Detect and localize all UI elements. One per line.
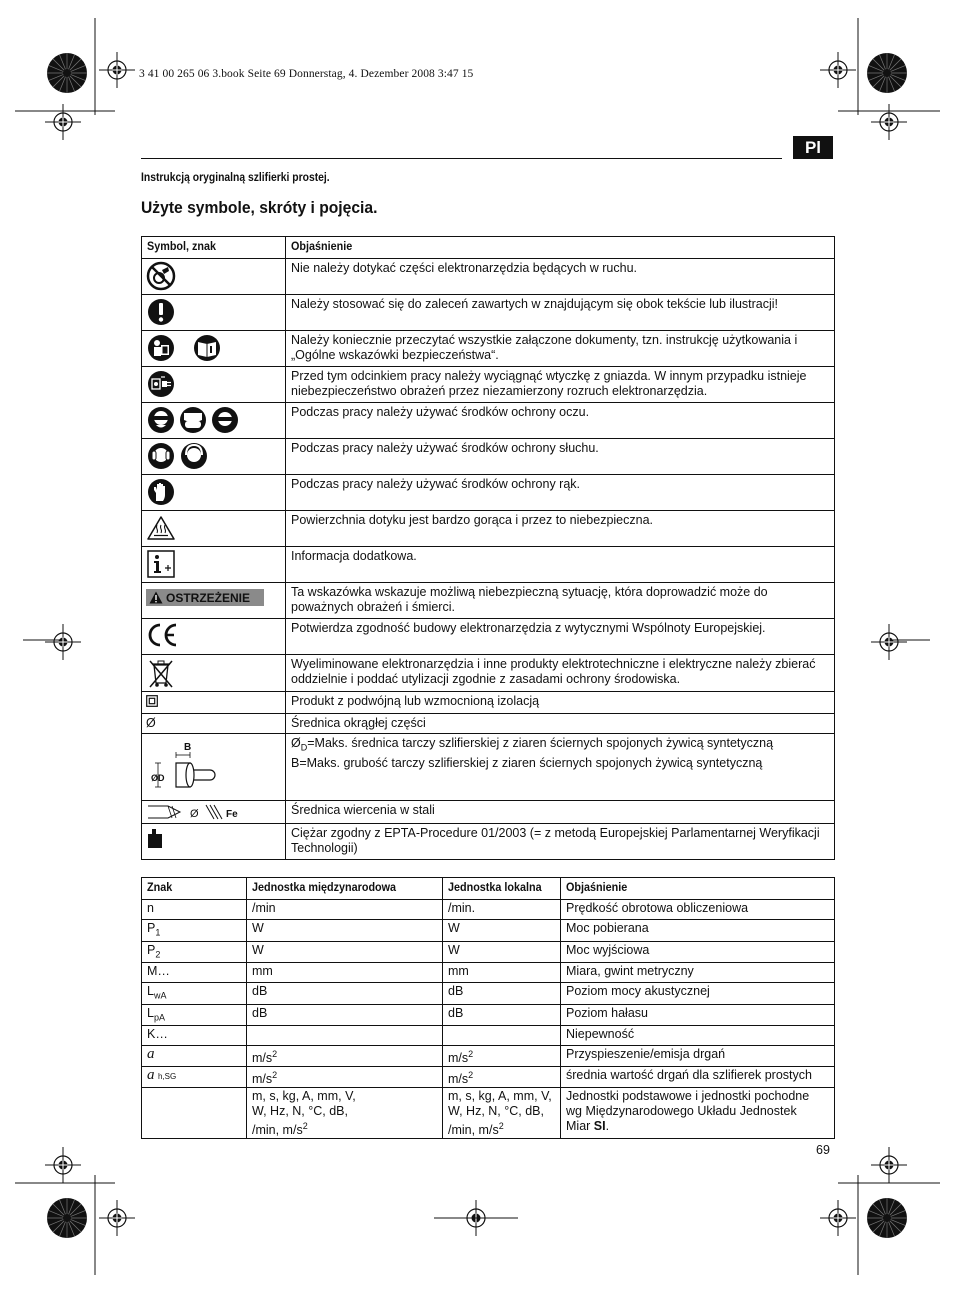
header-symbol: Symbol, znak [142, 237, 286, 259]
symbol-cell [142, 367, 286, 403]
explanation-cell: Ciężar zgodny z EPTA-Procedure 01/2003 (= z metodą Europejskiej Parlamentarnej Weryfikacji Technologii) [286, 824, 835, 860]
diagram-label-b: B [184, 742, 192, 753]
symbols-table-header [142, 237, 835, 259]
local-unit-cell: dB [443, 983, 561, 1005]
header-intl-unit: Jednostka międzynarodowa [247, 878, 443, 900]
units-table-header [142, 878, 835, 900]
description-cell: Niepewność [561, 1026, 835, 1046]
table-row [142, 1046, 835, 1067]
local-unit-cell: $m/s^2$ [443, 1067, 561, 1088]
symbol-cell [142, 714, 286, 734]
table-row [142, 1026, 835, 1046]
symbol-cell [142, 511, 286, 547]
table-row [142, 900, 835, 920]
no-touch-moving-parts-icon [146, 261, 176, 291]
description-cell: Moc pobierana [561, 920, 835, 942]
local-unit-cell: W [443, 941, 561, 963]
table-row [142, 1088, 835, 1139]
table-row [142, 259, 835, 295]
exclamation-icon [146, 297, 176, 327]
table-row [142, 295, 835, 331]
intl-unit-cell: mm [247, 963, 443, 983]
description-cell: Poziom hałasu [561, 1004, 835, 1026]
table-row [142, 475, 835, 511]
symbol-cell [142, 259, 286, 295]
table-row [142, 511, 835, 547]
table-row [142, 331, 835, 367]
symbol-cell [142, 801, 286, 824]
explanation-cell: Wyeliminowane elektronarzędzia i inne produkty elektrotechniczne i elektryczne należy zbierać oddzielnie i poddać utylizacji zgodnie z zasadami ochrony środowiska. [286, 655, 835, 692]
diagram-label-diameter: ØD [151, 773, 165, 783]
table-row [142, 403, 835, 439]
read-manual-icon [146, 333, 222, 363]
explanation-cell: Podczas pracy należy używać środków ochrony oczu. [286, 403, 835, 439]
sign-cell: a h,SG [142, 1067, 247, 1088]
grinding-wheel-line1: $Ø_D=Maks$. średnica tarczy szlifierskiej z ziaren ściernych spojonych żywicą syntetyczną [291, 736, 774, 753]
sign-cell: $L_{pA}$ [142, 1004, 247, 1026]
header-explanation: Objaśnienie [286, 237, 835, 259]
table-row [142, 920, 835, 942]
explanation-cell: Średnica okrągłej części [286, 714, 835, 734]
explanation-cell: Informacja dodatkowa. [286, 547, 835, 583]
info-icon [146, 549, 176, 579]
intl-unit-cell: W [247, 941, 443, 963]
units-table [141, 877, 835, 1139]
table-row [142, 547, 835, 583]
symbol-cell [142, 619, 286, 655]
book-header-info: 3 41 00 265 06 3.book Seite 69 Donnerstag, 4. Dezember 2008 3:47 15 [139, 68, 474, 80]
description-cell: Poziom mocy akustycznej [561, 983, 835, 1005]
intl-unit-cell: $m/s^2$ [247, 1067, 443, 1088]
explanation-cell: Powierzchnia dotyku jest bardzo gorąca i przez to niebezpieczna. [286, 511, 835, 547]
explanation-cell: Należy stosować się do zaleceń zawartych w znajdującym się obok tekście lub ilustracji! [286, 295, 835, 331]
description-cell: Moc wyjściowa [561, 941, 835, 963]
local-unit-cell: mm [443, 963, 561, 983]
symbol-cell [142, 439, 286, 475]
local-unit-cell: m, s, kg, A, mm, V, W, Hz, N, °C, dB, /min, $m/s^2$ [443, 1088, 561, 1139]
local-unit-cell: dB [443, 1004, 561, 1026]
explanation-cell: Średnica wiercenia w stali [286, 801, 835, 824]
eye-protection-icon [146, 405, 241, 435]
drill-steel-icon [146, 803, 246, 821]
explanation-cell: Podczas pracy należy używać środków ochrony rąk. [286, 475, 835, 511]
symbol-cell [142, 547, 286, 583]
header-description: Objaśnienie [561, 878, 835, 900]
symbol-cell [142, 692, 286, 714]
description-cell: Prędkość obrotowa obliczeniowa [561, 900, 835, 920]
warning-triangle-icon [149, 591, 163, 604]
table-row [142, 367, 835, 403]
intl-unit-cell: dB [247, 1004, 443, 1026]
header-local-unit: Jednostka lokalna [443, 878, 561, 900]
table-row [142, 941, 835, 963]
local-unit-cell: /min. [443, 900, 561, 920]
description-cell: średnia wartość drgań dla szlifierek prostych [561, 1067, 835, 1088]
doc-subtitle: Instrukcją oryginalną szlifierki prostej. [141, 172, 330, 184]
warning-banner-label: OSTRZEŻENIE [166, 590, 251, 605]
sign-cell: $P_2$ [142, 941, 247, 963]
symbol-cell [142, 295, 286, 331]
ce-mark-icon [146, 621, 180, 649]
intl-unit-cell: $m/s^2$ [247, 1046, 443, 1067]
intl-unit-cell: /min [247, 900, 443, 920]
header-rule [141, 158, 782, 159]
explanation-cell: Przed tym odcinkiem pracy należy wyciągnąć wtyczkę z gniazda. W innym przypadku istnieje niebezpieczeństwo obrażeń przez niezamierzony rozruch elektronarzędzia. [286, 367, 835, 403]
table-row [142, 801, 835, 824]
description-cell: Jednostki podstawowe i jednostki pochodne wg Międzynarodowego Układu Jednostek Miar SI. [561, 1088, 835, 1139]
warning-banner [146, 589, 264, 606]
sign-cell: $P_1$ [142, 920, 247, 942]
description-cell: Przyspieszenie/emisja drgań [561, 1046, 835, 1067]
symbols-table [141, 236, 835, 860]
intl-unit-cell [247, 1026, 443, 1046]
table-row [142, 1067, 835, 1088]
local-unit-cell: $m/s^2$ [443, 1046, 561, 1067]
drill-material-label: Fe [226, 809, 238, 820]
grinding-wheel-diagram-icon [146, 736, 230, 796]
explanation-cell: Produkt z podwójną lub wzmocnioną izolacją [286, 692, 835, 714]
symbol-cell [142, 655, 286, 692]
table-row [142, 983, 835, 1005]
intl-unit-cell: W [247, 920, 443, 942]
double-insulation-icon [146, 695, 158, 707]
sign-cell: K… [142, 1026, 247, 1046]
grinding-wheel-line2: B=Maks. grubość tarczy szlifierskiej z ziaren ściernych spojonych żywicą syntetyczną [291, 755, 763, 770]
table-row [142, 824, 835, 860]
sign-cell: n [142, 900, 247, 920]
intl-unit-cell: m, s, kg, A, mm, V, W, Hz, N, °C, dB, /min, $m/s^2$ [247, 1088, 443, 1139]
table-row [142, 734, 835, 801]
language-badge: Pl [793, 136, 833, 159]
diameter-icon: Ø [146, 716, 156, 730]
symbol-cell [142, 403, 286, 439]
symbol-cell [142, 734, 286, 801]
explanation-cell: Potwierdza zgodność budowy elektronarzędzia z wytycznymi Wspólnoty Europejskiej. [286, 619, 835, 655]
ear-protection-icon [146, 441, 210, 471]
sign-cell: $L_{wA}$ [142, 983, 247, 1005]
crossed-bin-icon [146, 657, 176, 689]
symbol-cell [142, 331, 286, 367]
table-row [142, 619, 835, 655]
weight-icon [146, 826, 164, 852]
unplug-icon [146, 369, 176, 399]
table-row [142, 439, 835, 475]
header-sign: Znak [142, 878, 247, 900]
sign-cell: M… [142, 963, 247, 983]
table-row [142, 692, 835, 714]
explanation-cell: Należy koniecznie przeczytać wszystkie załączone dokumenty, tzn. instrukcję użytkowania i „Ogólne wskazówki bezpieczeństwa“. [286, 331, 835, 367]
local-unit-cell [443, 1026, 561, 1046]
section-title: Użyte symbole, skróty i pojęcia. [141, 198, 378, 217]
symbol-cell [142, 583, 286, 619]
table-row [142, 583, 835, 619]
table-row [142, 714, 835, 734]
table-row [142, 1004, 835, 1026]
drill-diameter-label: Ø [190, 808, 199, 820]
table-row [142, 655, 835, 692]
sign-cell [142, 1088, 247, 1139]
glove-icon [146, 477, 176, 507]
explanation-cell: Nie należy dotykać części elektronarzędzia będących w ruchu. [286, 259, 835, 295]
table-row [142, 963, 835, 983]
sign-cell: a [142, 1046, 247, 1067]
explanation-cell [286, 734, 835, 801]
symbol-cell [142, 475, 286, 511]
description-cell: Miara, gwint metryczny [561, 963, 835, 983]
page-number: 69 [816, 1143, 830, 1157]
symbol-cell [142, 824, 286, 860]
hot-surface-icon [146, 513, 176, 543]
intl-unit-cell: dB [247, 983, 443, 1005]
local-unit-cell: W [443, 920, 561, 942]
explanation-cell: Podczas pracy należy używać środków ochrony słuchu. [286, 439, 835, 475]
explanation-cell: Ta wskazówka wskazuje możliwą niebezpieczną sytuację, która doprowadzić może do poważnych obrażeń i śmierci. [286, 583, 835, 619]
